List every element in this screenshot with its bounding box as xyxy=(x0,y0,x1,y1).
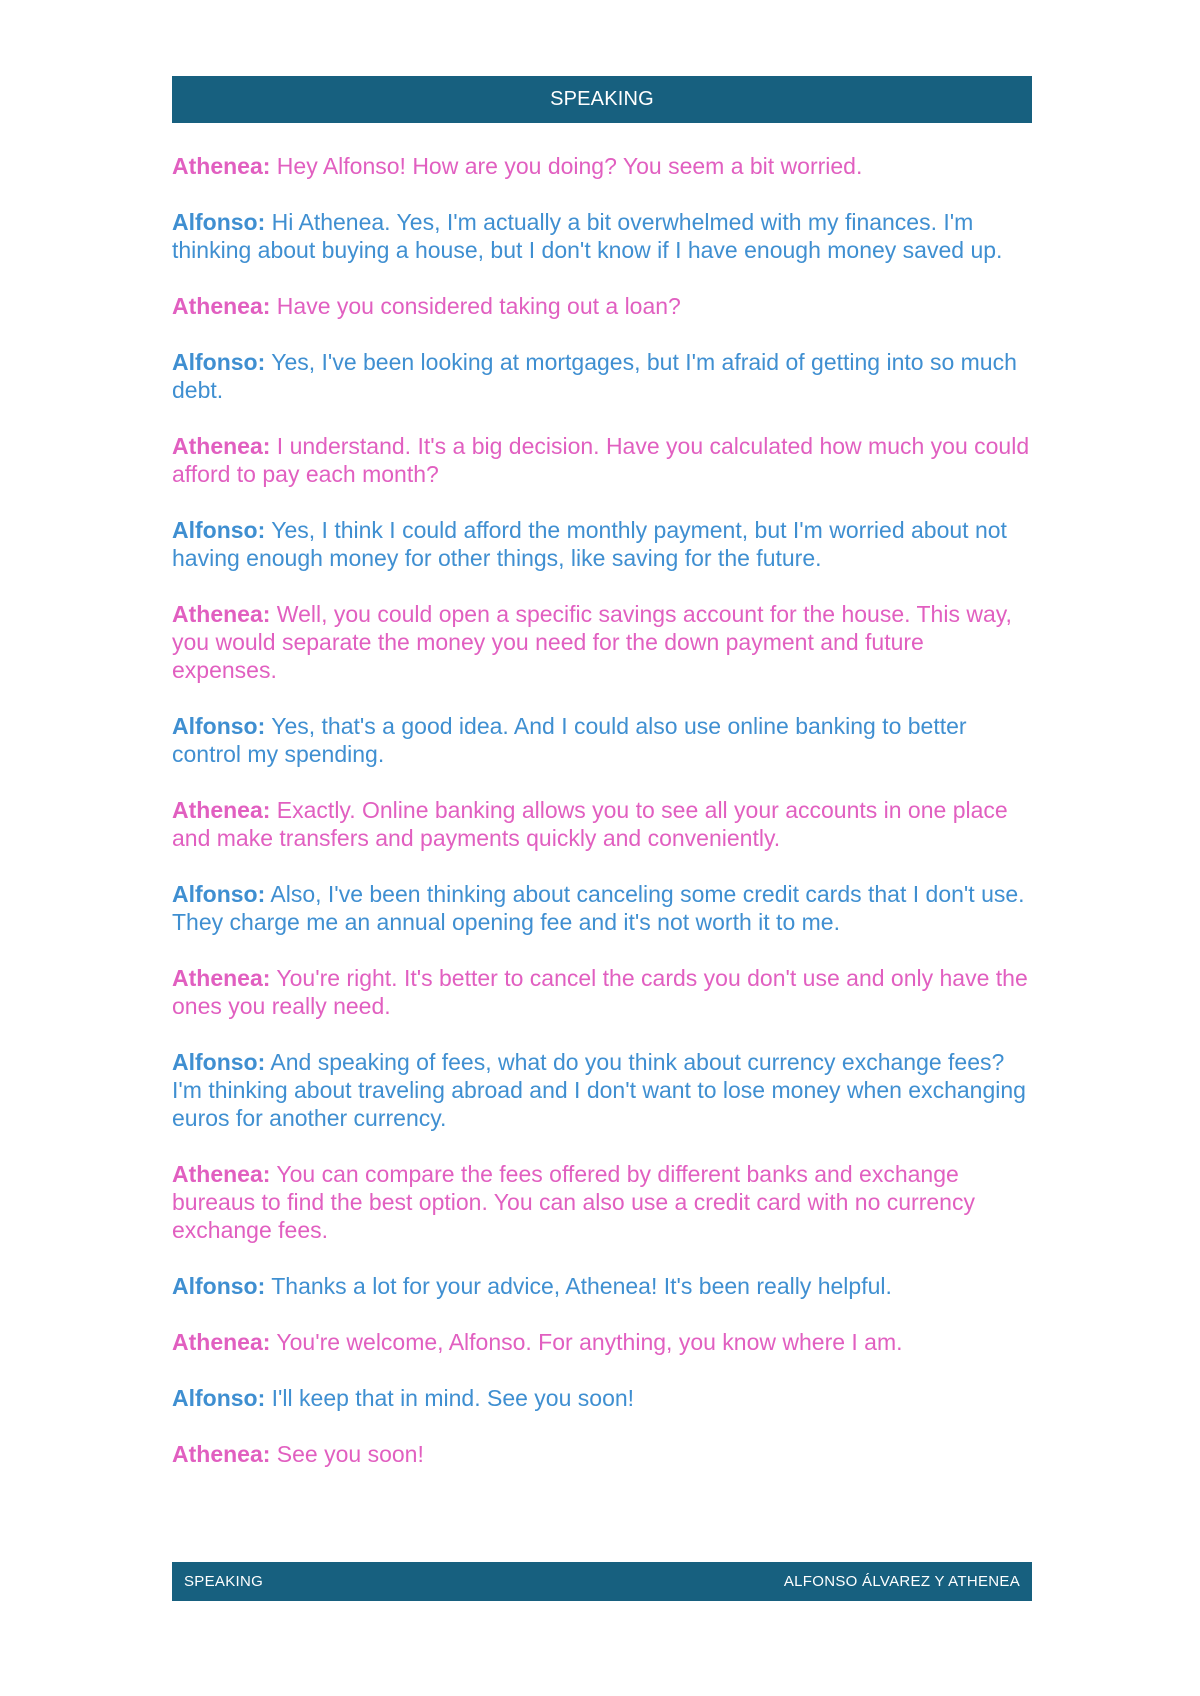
dialogue-text: You're welcome, Alfonso. For anything, you know where I am. xyxy=(270,1329,903,1355)
speaker-name: Athenea: xyxy=(172,433,271,459)
speaker-name: Alfonso: xyxy=(172,349,266,375)
speaker-name: Alfonso: xyxy=(172,1049,266,1075)
dialogue-text: You're right. It's better to cancel the cards you don't use and only have the ones you really need. xyxy=(172,965,1028,1019)
speaker-name: Athenea: xyxy=(172,1441,271,1467)
dialogue-text: You can compare the fees offered by different banks and exchange bureaus to find the best option. You can also use a credit card with no currency exchange fees. xyxy=(172,1161,975,1243)
dialogue-line-athenea xyxy=(172,1328,1034,1356)
speaker-name: Alfonso: xyxy=(172,1273,266,1299)
header-title: SPEAKING xyxy=(550,88,654,110)
dialogue-text: Have you considered taking out a loan? xyxy=(270,293,681,319)
dialogue-text: And speaking of fees, what do you think about currency exchange fees? I'm thinking about traveling abroad and I don't want to lose money when exchanging euros for another currency. xyxy=(172,1049,1026,1131)
speaker-name: Alfonso: xyxy=(172,881,266,907)
footer-left: SPEAKING xyxy=(184,1573,264,1590)
speaker-name: Athenea: xyxy=(172,965,271,991)
dialogue-line-athenea xyxy=(172,432,1034,488)
speaker-name: Athenea: xyxy=(172,601,271,627)
dialogue-text: Exactly. Online banking allows you to see all your accounts in one place and make transfers and payments quickly and conveniently. xyxy=(172,797,1008,851)
speaker-name: Athenea: xyxy=(172,1329,271,1355)
speaker-name: Alfonso: xyxy=(172,1385,266,1411)
dialogue-line-alfonso xyxy=(172,348,1034,404)
page-footer xyxy=(172,1562,1032,1601)
dialogue-line-athenea xyxy=(172,152,1034,180)
dialogue xyxy=(172,152,1034,1496)
dialogue-text: See you soon! xyxy=(270,1441,424,1467)
dialogue-text: Also, I've been thinking about canceling some credit cards that I don't use. They charge me an annual opening fee and it's not worth it to me. xyxy=(172,881,1025,935)
dialogue-line-athenea xyxy=(172,964,1034,1020)
speaker-name: Athenea: xyxy=(172,797,271,823)
page-header xyxy=(172,76,1032,123)
speaker-name: Alfonso: xyxy=(172,713,266,739)
dialogue-line-alfonso xyxy=(172,880,1034,936)
dialogue-text: Hi Athenea. Yes, I'm actually a bit overwhelmed with my finances. I'm thinking about buying a house, but I don't know if I have enough money saved up. xyxy=(172,209,1003,263)
dialogue-line-athenea xyxy=(172,1440,1034,1468)
dialogue-line-alfonso xyxy=(172,516,1034,572)
dialogue-line-athenea xyxy=(172,1160,1034,1244)
dialogue-line-alfonso xyxy=(172,208,1034,264)
dialogue-line-alfonso xyxy=(172,1048,1034,1132)
dialogue-line-alfonso xyxy=(172,1384,1034,1412)
dialogue-line-alfonso xyxy=(172,1272,1034,1300)
dialogue-text: Well, you could open a specific savings account for the house. This way, you would separate the money you need for the down payment and future expenses. xyxy=(172,601,1012,683)
dialogue-text: Thanks a lot for your advice, Athenea! It's been really helpful. xyxy=(265,1273,892,1299)
dialogue-line-athenea xyxy=(172,796,1034,852)
dialogue-text: Yes, I've been looking at mortgages, but I'm afraid of getting into so much debt. xyxy=(172,349,1017,403)
speaker-name: Athenea: xyxy=(172,153,271,179)
speaker-name: Alfonso: xyxy=(172,209,266,235)
dialogue-line-athenea xyxy=(172,292,1034,320)
dialogue-text: Hey Alfonso! How are you doing? You seem a bit worried. xyxy=(270,153,863,179)
dialogue-text: I understand. It's a big decision. Have you calculated how much you could afford to pay each month? xyxy=(172,433,1030,487)
speaker-name: Athenea: xyxy=(172,293,271,319)
dialogue-line-alfonso xyxy=(172,712,1034,768)
dialogue-text: Yes, I think I could afford the monthly payment, but I'm worried about not having enough money for other things, like saving for the future. xyxy=(172,517,1007,571)
speaker-name: Alfonso: xyxy=(172,517,266,543)
speaker-name: Athenea: xyxy=(172,1161,271,1187)
dialogue-line-athenea xyxy=(172,600,1034,684)
dialogue-text: I'll keep that in mind. See you soon! xyxy=(265,1385,635,1411)
dialogue-text: Yes, that's a good idea. And I could also use online banking to better control my spending. xyxy=(172,713,967,767)
footer-right: ALFONSO ÁLVAREZ Y ATHENEA xyxy=(783,1573,1020,1590)
